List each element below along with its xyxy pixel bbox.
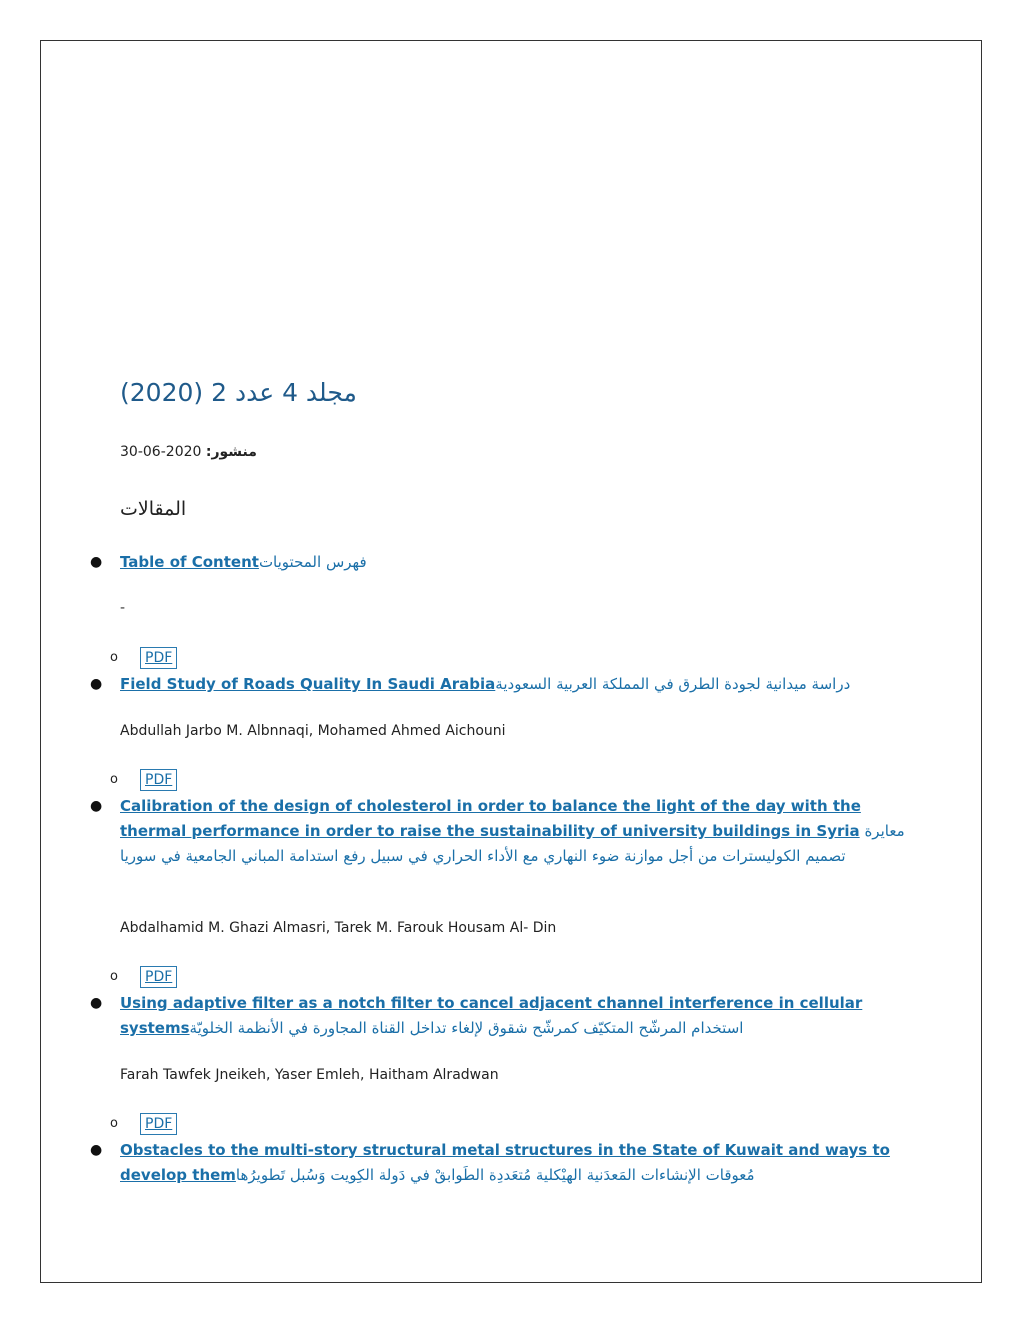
circle-bullet-icon: o: [110, 969, 118, 984]
article-title-link[interactable]: Table of Content: [120, 553, 259, 571]
published-value: 2020-06-30: [120, 444, 202, 460]
article-title-arabic[interactable]: مُعوقات الإنشاءات المَعدَنية الهيْكلية مُتعَددِة الطَوابقْ في دَولة الكِويت وَسُبل تَطويرُها: [235, 1166, 755, 1184]
article-authors: Farah Tawfek Jneikeh, Yaser Emleh, Haitham Alradwan: [120, 1067, 499, 1083]
circle-bullet-icon: o: [110, 650, 118, 665]
pdf-button[interactable]: PDF: [140, 966, 177, 988]
bullet-icon: ●: [90, 676, 103, 692]
article-authors: Abdullah Jarbo M. Albnnaqi, Mohamed Ahmed Aichouni: [120, 723, 506, 739]
issue-title: مجلد 4 عدد 2 (2020): [120, 378, 357, 407]
bullet-icon: ●: [90, 995, 103, 1011]
published-label: منشور:: [205, 444, 257, 460]
article-item: [90, 991, 905, 1041]
circle-bullet-icon: o: [110, 772, 118, 787]
bullet-icon: ●: [90, 554, 103, 570]
article-title-arabic[interactable]: فهرس المحتويات: [258, 553, 367, 571]
pdf-button[interactable]: PDF: [140, 1113, 177, 1135]
bullet-icon: ●: [90, 798, 103, 814]
circle-bullet-icon: o: [110, 1116, 118, 1131]
separator-dash: -: [120, 600, 126, 616]
article-title-link[interactable]: Calibration of the design of cholesterol in order to balance the light of the day with the thermal performance in order to raise the sustainability of university buildings in Syria: [120, 797, 861, 840]
article-item: [90, 550, 905, 575]
article-title-arabic[interactable]: معايرة تصميم الكوليسترات من أجل موازنة ضوء النهاري مع الأداء الحراري في سبيل رفع استدامة المباني الجامعية في سوريا: [120, 822, 905, 865]
bullet-icon: ●: [90, 1142, 103, 1158]
article-item: [90, 794, 905, 869]
article-item: [90, 1138, 905, 1188]
published-date: [120, 444, 257, 460]
article-authors: Abdalhamid M. Ghazi Almasri, Tarek M. Farouk Housam Al- Din: [120, 920, 557, 936]
article-title-link[interactable]: Field Study of Roads Quality In Saudi Arabia: [120, 675, 496, 693]
article-item: [90, 672, 905, 697]
article-title-link[interactable]: Using adaptive filter as a notch filter to cancel adjacent channel interference in cellular systems: [120, 994, 863, 1037]
pdf-button[interactable]: PDF: [140, 769, 177, 791]
page-frame: [40, 40, 982, 1283]
article-title-arabic[interactable]: دراسة ميدانية لجودة الطرق في المملكة العربية السعودية: [495, 675, 851, 693]
article-title-link[interactable]: Obstacles to the multi-story structural metal structures in the State of Kuwait and ways to develop them: [120, 1141, 890, 1184]
article-title-arabic[interactable]: استخدام المرشّح المتكيّف كمرشّح شقوق لإلغاء تداخل القناة المجاورة في الأنظمة الخلويّة: [189, 1019, 744, 1037]
pdf-button[interactable]: PDF: [140, 647, 177, 669]
section-heading: المقالات: [120, 498, 187, 520]
